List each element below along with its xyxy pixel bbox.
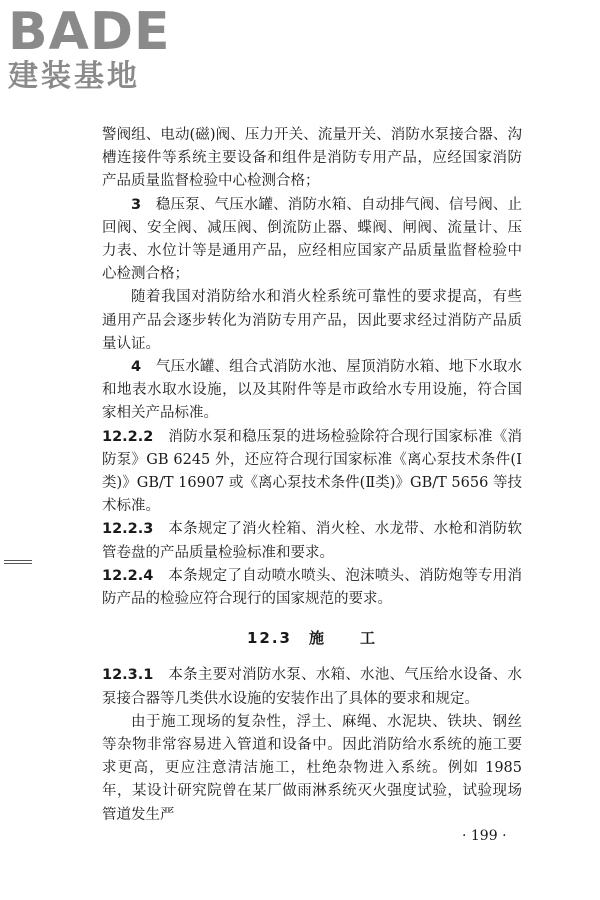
paragraph-9 [102,711,522,827]
clause-number: 12.2.4 [102,567,154,584]
section-number: 12.3 [246,629,292,648]
paragraph-text: 气压水罐、组合式消防水池、屋顶消防水箱、地下水取水和地表水取水设施，以及其附件等是市政给水专用设施，符合国家相关产品标准。 [102,359,523,422]
logo-subtitle: 建装基地 [8,59,140,94]
clause-number: 12.3.1 [102,667,154,684]
paragraph-text: 本条规定了自动喷水喷头、泡沫喷头、消防炮等专用消防产品的检验应符合现行的国家规范的要求。 [102,567,523,608]
logo-mark: BADE [8,2,171,62]
clause-number: 12.2.2 [102,428,154,445]
page-text [102,124,522,827]
page-number: · 199 · [462,828,507,844]
section-heading [102,627,522,650]
clause-12-2-4 [102,565,522,611]
section-title: 施 工 [309,629,378,648]
paragraph-text: 随着我国对消防给水和消火栓系统可靠性的要求提高，有些通用产品会逐步转化为消防专用产品，因此要求经过消防产品质量认证。 [102,289,522,352]
paragraph-text: 本条主要对消防水泵、水箱、水池、气压给水设备、水泵接合器等几类供水设施的安装作出了具体的要求和规定。 [102,667,523,707]
paragraph-text: 消防水泵和稳压泵的进场检验除符合现行国家标准《消防泵》GB 6245 外，还应符合现行国家标准《离心泵技术条件(Ⅰ类)》GB/T 16907 或《离心泵技术条件(Ⅱ类)》GB/T 5656 等技术标准。 [102,428,523,515]
clause-12-3-1 [102,664,522,710]
item-number: 4 [131,359,142,376]
clause-12-2-2 [102,426,522,519]
paragraph-text: 稳压泵、气压水罐、消防水箱、自动排气阀、信号阀、止回阀、安全阀、减压阀、倒流防止器、蝶阀、闸阀、流量计、压力表、水位计等是通用产品，应经相应国家产品质量监督检验中心检测合格； [102,196,523,283]
margin-mark [4,560,32,568]
publisher-logo [8,2,188,98]
paragraph-text: 警阀组、电动(磁)阀、压力开关、流量开关、消防水泵接合器、沟槽连接件等系统主要设备和组件是消防专用产品，应经国家消防产品质量监督检验中心检测合格； [102,127,522,190]
paragraph-2 [102,194,522,287]
paragraph-4 [102,356,522,426]
clause-12-2-3 [102,518,522,564]
item-number: 3 [131,196,142,213]
paragraph-1 [102,124,522,194]
paragraph-text: 由于施工现场的复杂性，浮土、麻绳、水泥块、铁块、钢丝等杂物非常容易进入管道和设备中。因此消防给水系统的施工要求更高，更应注意清洁施工，杜绝杂物进入系统。例如 1985 年，某设计研究院曾在某厂做雨淋系统灭火强度试验，试验现场管道发生严 [102,713,522,823]
paragraph-text: 本条规定了消火栓箱、消火栓、水龙带、水枪和消防软管卷盘的产品质量检验标准和要求。 [102,521,523,561]
paragraph-3 [102,286,522,356]
clause-number: 12.2.3 [102,521,154,538]
